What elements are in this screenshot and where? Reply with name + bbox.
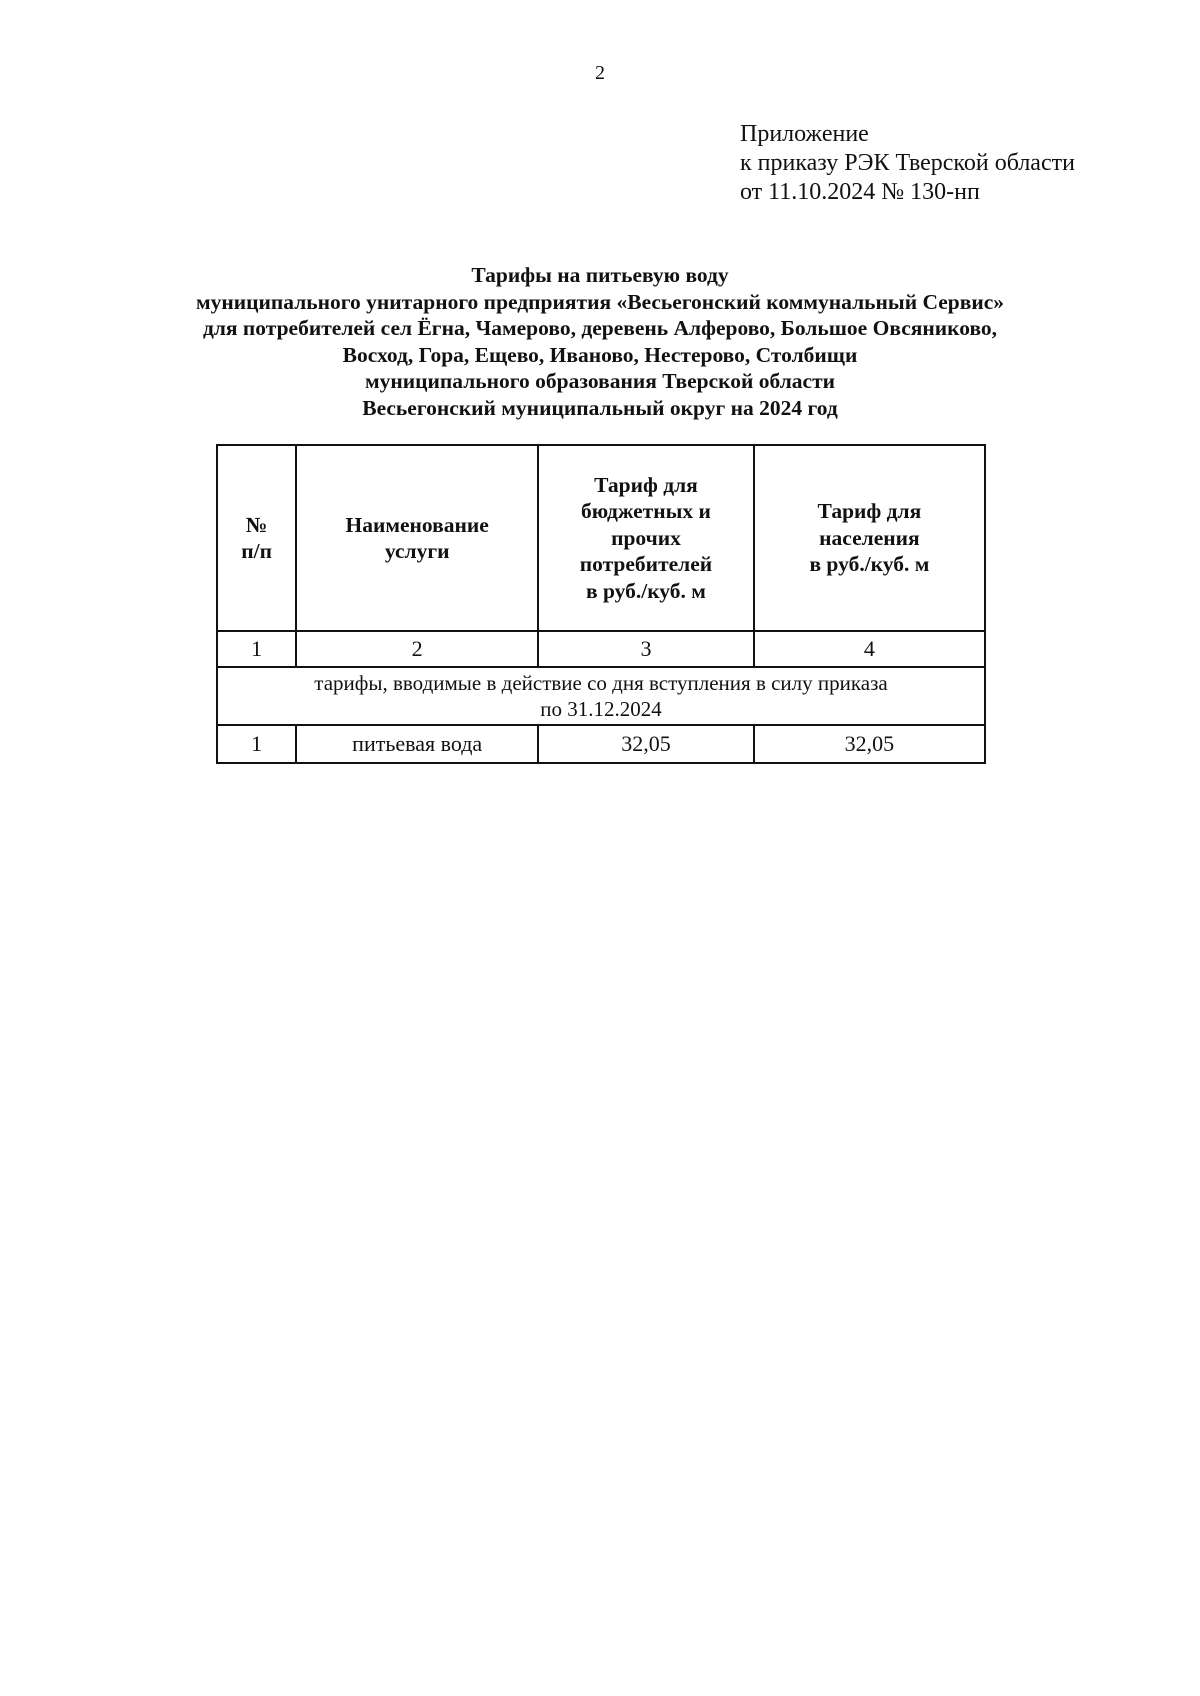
table-header-row [217,445,985,631]
service-name: питьевая вода [296,725,538,763]
title-line-1: Тарифы на питьевую воду [471,263,729,287]
column-number-row [217,631,985,667]
tariff-population-value: 32,05 [754,725,985,763]
table-row [217,725,985,763]
appendix-line-2: к приказу РЭК Тверской области [740,150,1075,176]
document-title [130,262,1070,421]
tariff-budget-value: 32,05 [538,725,754,763]
appendix-line-3: от 11.10.2024 № 130-нп [740,179,980,205]
column-number: 2 [296,631,538,667]
period-cell: тарифы, вводимые в действие со дня вступления в силу приказа по 31.12.2024 [217,667,985,725]
column-number: 1 [217,631,296,667]
page-number: 2 [595,62,605,84]
column-number: 4 [754,631,985,667]
row-number: 1 [217,725,296,763]
title-line-4: Восход, Гора, Ещево, Иваново, Нестерово, Столбищи [342,342,858,367]
header-tariff-budget: Тариф для бюджетных и прочих потребителей в руб./куб. м [538,445,754,631]
title-line-3: для потребителей сел Ёгна, Чамерово, деревень Алферово, Большое Овсяниково, [202,316,998,340]
title-line-2: муниципального унитарного предприятия «Весьегонский коммунальный Сервис» [195,289,1005,314]
title-line-5: муниципального образования Тверской области [364,369,836,393]
appendix-block [740,120,1075,207]
tariff-table [216,444,986,764]
period-row [217,667,985,725]
column-number: 3 [538,631,754,667]
title-line-6: Весьегонский муниципальный округ на 2024 год [362,395,838,420]
appendix-line-1: Приложение [740,121,869,147]
header-service-name: Наименование услуги [296,445,538,631]
header-tariff-population: Тариф для населения в руб./куб. м [754,445,985,631]
header-number: № п/п [217,445,296,631]
